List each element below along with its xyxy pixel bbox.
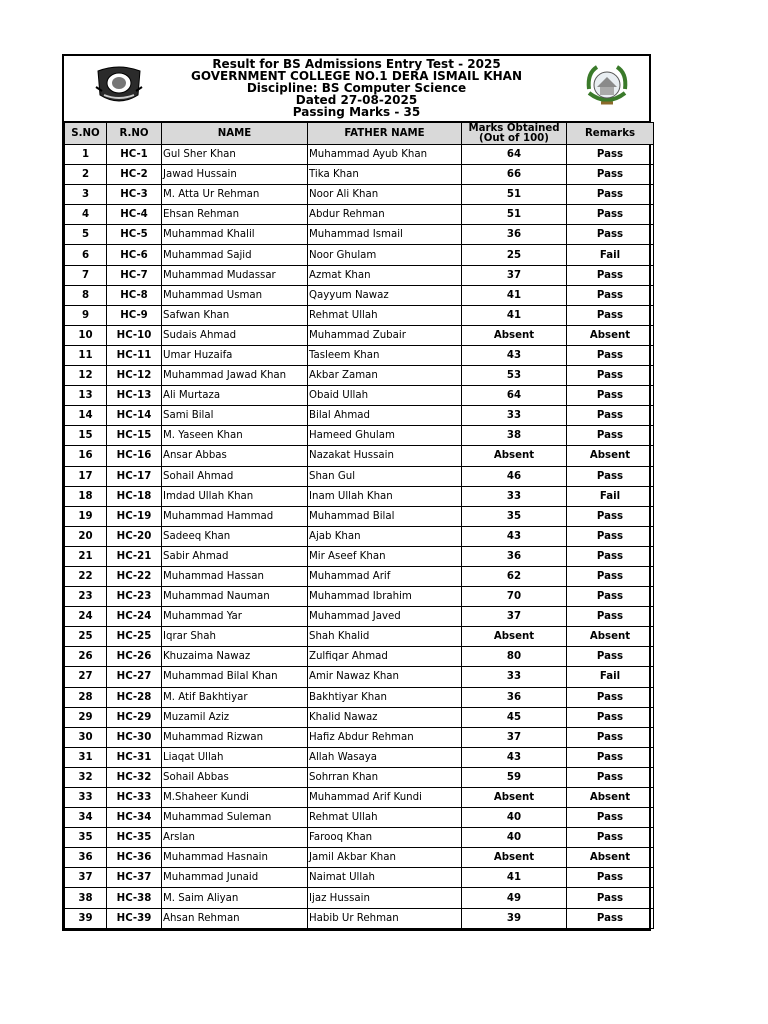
results-table bbox=[64, 122, 654, 929]
table-row bbox=[65, 325, 654, 345]
table-row bbox=[65, 386, 654, 406]
cell-rno: HC-17 bbox=[107, 466, 162, 486]
cell-name: Muhammad Mudassar bbox=[162, 265, 308, 285]
cell-father-name: Jamil Akbar Khan bbox=[308, 848, 462, 868]
cell-marks: 36 bbox=[462, 546, 567, 566]
college-crest-icon bbox=[94, 65, 144, 105]
cell-father-name: Obaid Ullah bbox=[308, 386, 462, 406]
cell-name: Jawad Hussain bbox=[162, 165, 308, 185]
table-row bbox=[65, 185, 654, 205]
cell-father-name: Ajab Khan bbox=[308, 526, 462, 546]
cell-father-name: Hameed Ghulam bbox=[308, 426, 462, 446]
cell-father-name: Bilal Ahmad bbox=[308, 406, 462, 426]
cell-father-name: Muhammad Javed bbox=[308, 607, 462, 627]
cell-remarks: Pass bbox=[567, 466, 654, 486]
cell-marks: 62 bbox=[462, 566, 567, 586]
cell-name: M. Atta Ur Rehman bbox=[162, 185, 308, 205]
discipline: Discipline: BS Computer Science bbox=[246, 81, 467, 95]
cell-name: Muhammad Sajid bbox=[162, 245, 308, 265]
cell-father-name: Abdur Rehman bbox=[308, 205, 462, 225]
cell-sno: 13 bbox=[65, 386, 107, 406]
cell-marks: 45 bbox=[462, 707, 567, 727]
cell-name: Sudais Ahmad bbox=[162, 325, 308, 345]
cell-name: Sabir Ahmad bbox=[162, 546, 308, 566]
cell-rno: HC-11 bbox=[107, 345, 162, 365]
cell-name: Safwan Khan bbox=[162, 305, 308, 325]
cell-remarks: Pass bbox=[567, 426, 654, 446]
cell-father-name: Allah Wasaya bbox=[308, 747, 462, 767]
table-row bbox=[65, 265, 654, 285]
cell-remarks: Pass bbox=[567, 727, 654, 747]
cell-father-name: Shan Gul bbox=[308, 466, 462, 486]
cell-rno: HC-12 bbox=[107, 366, 162, 386]
table-row bbox=[65, 205, 654, 225]
cell-name: Umar Huzaifa bbox=[162, 345, 308, 365]
table-row bbox=[65, 446, 654, 466]
cell-rno: HC-20 bbox=[107, 526, 162, 546]
cell-father-name: Bakhtiyar Khan bbox=[308, 687, 462, 707]
cell-sno: 18 bbox=[65, 486, 107, 506]
cell-sno: 19 bbox=[65, 506, 107, 526]
table-row bbox=[65, 908, 654, 928]
cell-marks: 25 bbox=[462, 245, 567, 265]
cell-sno: 39 bbox=[65, 908, 107, 928]
cell-remarks: Absent bbox=[567, 788, 654, 808]
cell-rno: HC-29 bbox=[107, 707, 162, 727]
cell-remarks: Pass bbox=[567, 808, 654, 828]
col-father-name: FATHER NAME bbox=[308, 123, 462, 145]
cell-marks: 35 bbox=[462, 506, 567, 526]
cell-rno: HC-38 bbox=[107, 888, 162, 908]
cell-rno: HC-15 bbox=[107, 426, 162, 446]
cell-sno: 17 bbox=[65, 466, 107, 486]
cell-remarks: Pass bbox=[567, 767, 654, 787]
cell-remarks: Pass bbox=[567, 546, 654, 566]
cell-sno: 35 bbox=[65, 828, 107, 848]
cell-father-name: Khalid Nawaz bbox=[308, 707, 462, 727]
result-date: Dated 27-08-2025 bbox=[295, 93, 418, 107]
cell-father-name: Tika Khan bbox=[308, 165, 462, 185]
cell-father-name: Muhammad Ibrahim bbox=[308, 587, 462, 607]
cell-remarks: Pass bbox=[567, 285, 654, 305]
result-title: Result for BS Admissions Entry Test - 2025 bbox=[212, 57, 501, 71]
table-row bbox=[65, 526, 654, 546]
cell-remarks: Pass bbox=[567, 366, 654, 386]
cell-marks: 43 bbox=[462, 747, 567, 767]
cell-father-name: Qayyum Nawaz bbox=[308, 285, 462, 305]
cell-remarks: Pass bbox=[567, 185, 654, 205]
cell-sno: 5 bbox=[65, 225, 107, 245]
table-row bbox=[65, 426, 654, 446]
cell-sno: 9 bbox=[65, 305, 107, 325]
cell-marks: 36 bbox=[462, 225, 567, 245]
cell-name: Muhammad Nauman bbox=[162, 587, 308, 607]
cell-marks: 37 bbox=[462, 607, 567, 627]
cell-remarks: Pass bbox=[567, 305, 654, 325]
cell-sno: 6 bbox=[65, 245, 107, 265]
cell-father-name: Habib Ur Rehman bbox=[308, 908, 462, 928]
table-row bbox=[65, 707, 654, 727]
cell-father-name: Inam Ullah Khan bbox=[308, 486, 462, 506]
col-marks-line2: (Out of 100) bbox=[479, 132, 549, 144]
cell-remarks: Pass bbox=[567, 406, 654, 426]
cell-sno: 12 bbox=[65, 366, 107, 386]
cell-father-name: Muhammad Arif Kundi bbox=[308, 788, 462, 808]
table-row bbox=[65, 667, 654, 687]
cell-remarks: Absent bbox=[567, 627, 654, 647]
table-row bbox=[65, 486, 654, 506]
col-remarks: Remarks bbox=[567, 123, 654, 145]
cell-father-name: Shah Khalid bbox=[308, 627, 462, 647]
cell-name: Iqrar Shah bbox=[162, 627, 308, 647]
table-row bbox=[65, 627, 654, 647]
cell-marks: 64 bbox=[462, 145, 567, 165]
cell-marks: 46 bbox=[462, 466, 567, 486]
cell-remarks: Pass bbox=[567, 647, 654, 667]
cell-sno: 36 bbox=[65, 848, 107, 868]
cell-father-name: Tasleem Khan bbox=[308, 345, 462, 365]
cell-marks: 49 bbox=[462, 888, 567, 908]
cell-name: Ali Murtaza bbox=[162, 386, 308, 406]
cell-name: Muhammad Rizwan bbox=[162, 727, 308, 747]
cell-rno: HC-36 bbox=[107, 848, 162, 868]
cell-marks: Absent bbox=[462, 627, 567, 647]
cell-sno: 30 bbox=[65, 727, 107, 747]
table-row bbox=[65, 245, 654, 265]
cell-sno: 38 bbox=[65, 888, 107, 908]
cell-marks: 37 bbox=[462, 727, 567, 747]
cell-marks: 33 bbox=[462, 486, 567, 506]
cell-sno: 10 bbox=[65, 325, 107, 345]
cell-marks: Absent bbox=[462, 788, 567, 808]
cell-sno: 20 bbox=[65, 526, 107, 546]
cell-remarks: Absent bbox=[567, 848, 654, 868]
cell-name: Gul Sher Khan bbox=[162, 145, 308, 165]
cell-remarks: Pass bbox=[567, 888, 654, 908]
table-row bbox=[65, 767, 654, 787]
result-sheet bbox=[62, 54, 651, 931]
cell-name: Imdad Ullah Khan bbox=[162, 486, 308, 506]
cell-rno: HC-32 bbox=[107, 767, 162, 787]
table-row bbox=[65, 366, 654, 386]
cell-remarks: Pass bbox=[567, 687, 654, 707]
cell-rno: HC-28 bbox=[107, 687, 162, 707]
passing-marks: Passing Marks - 35 bbox=[292, 105, 421, 119]
cell-father-name: Muhammad Arif bbox=[308, 566, 462, 586]
cell-name: Ahsan Rehman bbox=[162, 908, 308, 928]
cell-remarks: Absent bbox=[567, 325, 654, 345]
cell-marks: 70 bbox=[462, 587, 567, 607]
cell-marks: 41 bbox=[462, 285, 567, 305]
col-name: NAME bbox=[162, 123, 308, 145]
cell-marks: 40 bbox=[462, 828, 567, 848]
cell-rno: HC-1 bbox=[107, 145, 162, 165]
cell-marks: 38 bbox=[462, 426, 567, 446]
cell-name: M. Yaseen Khan bbox=[162, 426, 308, 446]
cell-sno: 8 bbox=[65, 285, 107, 305]
cell-marks: 33 bbox=[462, 406, 567, 426]
cell-rno: HC-4 bbox=[107, 205, 162, 225]
cell-father-name: Amir Nawaz Khan bbox=[308, 667, 462, 687]
cell-name: Muhammad Hasnain bbox=[162, 848, 308, 868]
cell-rno: HC-18 bbox=[107, 486, 162, 506]
cell-marks: 36 bbox=[462, 687, 567, 707]
cell-father-name: Rehmat Ullah bbox=[308, 305, 462, 325]
table-row bbox=[65, 225, 654, 245]
cell-name: Muhammad Junaid bbox=[162, 868, 308, 888]
cell-name: M. Atif Bakhtiyar bbox=[162, 687, 308, 707]
cell-father-name: Muhammad Zubair bbox=[308, 325, 462, 345]
cell-name: Liaqat Ullah bbox=[162, 747, 308, 767]
cell-rno: HC-19 bbox=[107, 506, 162, 526]
cell-sno: 22 bbox=[65, 566, 107, 586]
cell-name: Muhammad Hassan bbox=[162, 566, 308, 586]
table-row bbox=[65, 566, 654, 586]
cell-sno: 31 bbox=[65, 747, 107, 767]
table-row bbox=[65, 808, 654, 828]
cell-sno: 29 bbox=[65, 707, 107, 727]
cell-rno: HC-34 bbox=[107, 808, 162, 828]
table-row bbox=[65, 506, 654, 526]
cell-father-name: Muhammad Bilal bbox=[308, 506, 462, 526]
cell-sno: 15 bbox=[65, 426, 107, 446]
cell-marks: 37 bbox=[462, 265, 567, 285]
col-sno: S.NO bbox=[65, 123, 107, 145]
table-row bbox=[65, 888, 654, 908]
cell-remarks: Pass bbox=[567, 828, 654, 848]
cell-rno: HC-8 bbox=[107, 285, 162, 305]
cell-remarks: Pass bbox=[567, 707, 654, 727]
cell-remarks: Absent bbox=[567, 446, 654, 466]
cell-sno: 32 bbox=[65, 767, 107, 787]
cell-father-name: Farooq Khan bbox=[308, 828, 462, 848]
cell-sno: 4 bbox=[65, 205, 107, 225]
cell-marks: 66 bbox=[462, 165, 567, 185]
cell-marks: 80 bbox=[462, 647, 567, 667]
table-row bbox=[65, 828, 654, 848]
cell-name: M.Shaheer Kundi bbox=[162, 788, 308, 808]
cell-remarks: Pass bbox=[567, 506, 654, 526]
cell-name: Arslan bbox=[162, 828, 308, 848]
cell-rno: HC-24 bbox=[107, 607, 162, 627]
cell-sno: 11 bbox=[65, 345, 107, 365]
cell-name: Muhammad Usman bbox=[162, 285, 308, 305]
cell-rno: HC-37 bbox=[107, 868, 162, 888]
cell-remarks: Pass bbox=[567, 145, 654, 165]
cell-remarks: Pass bbox=[567, 165, 654, 185]
cell-sno: 28 bbox=[65, 687, 107, 707]
cell-sno: 14 bbox=[65, 406, 107, 426]
header-lines bbox=[144, 58, 569, 118]
cell-marks: 41 bbox=[462, 868, 567, 888]
cell-name: Sohail Ahmad bbox=[162, 466, 308, 486]
table-row bbox=[65, 727, 654, 747]
cell-rno: HC-13 bbox=[107, 386, 162, 406]
cell-marks: 53 bbox=[462, 366, 567, 386]
cell-father-name: Muhammad Ayub Khan bbox=[308, 145, 462, 165]
college-name: GOVERNMENT COLLEGE NO.1 DERA ISMAIL KHAN bbox=[191, 69, 522, 83]
cell-marks: 33 bbox=[462, 667, 567, 687]
table-row bbox=[65, 145, 654, 165]
cell-marks: 51 bbox=[462, 185, 567, 205]
cell-sno: 2 bbox=[65, 165, 107, 185]
cell-sno: 34 bbox=[65, 808, 107, 828]
table-row bbox=[65, 647, 654, 667]
cell-father-name: Sohrran Khan bbox=[308, 767, 462, 787]
result-header bbox=[64, 56, 649, 122]
table-row bbox=[65, 285, 654, 305]
cell-marks: 64 bbox=[462, 386, 567, 406]
cell-rno: HC-10 bbox=[107, 325, 162, 345]
cell-father-name: Muhammad Ismail bbox=[308, 225, 462, 245]
cell-marks: 43 bbox=[462, 345, 567, 365]
cell-father-name: Noor Ali Khan bbox=[308, 185, 462, 205]
cell-rno: HC-31 bbox=[107, 747, 162, 767]
col-marks-line1: Marks Obtained bbox=[468, 122, 560, 134]
cell-sno: 21 bbox=[65, 546, 107, 566]
cell-sno: 33 bbox=[65, 788, 107, 808]
cell-name: M. Saim Aliyan bbox=[162, 888, 308, 908]
cell-sno: 26 bbox=[65, 647, 107, 667]
cell-name: Muhammad Hammad bbox=[162, 506, 308, 526]
cell-remarks: Pass bbox=[567, 386, 654, 406]
cell-father-name: Akbar Zaman bbox=[308, 366, 462, 386]
cell-marks: Absent bbox=[462, 325, 567, 345]
cell-name: Muhammad Yar bbox=[162, 607, 308, 627]
kp-government-emblem-icon bbox=[583, 63, 631, 109]
cell-rno: HC-16 bbox=[107, 446, 162, 466]
cell-name: Muhammad Jawad Khan bbox=[162, 366, 308, 386]
cell-marks: 39 bbox=[462, 908, 567, 928]
cell-remarks: Pass bbox=[567, 607, 654, 627]
cell-name: Sami Bilal bbox=[162, 406, 308, 426]
cell-remarks: Pass bbox=[567, 345, 654, 365]
cell-sno: 1 bbox=[65, 145, 107, 165]
cell-rno: HC-39 bbox=[107, 908, 162, 928]
cell-name: Ansar Abbas bbox=[162, 446, 308, 466]
cell-sno: 7 bbox=[65, 265, 107, 285]
col-marks bbox=[462, 123, 567, 145]
table-row bbox=[65, 687, 654, 707]
cell-rno: HC-27 bbox=[107, 667, 162, 687]
cell-rno: HC-21 bbox=[107, 546, 162, 566]
cell-rno: HC-35 bbox=[107, 828, 162, 848]
table-header-row bbox=[65, 123, 654, 145]
cell-remarks: Fail bbox=[567, 486, 654, 506]
table-row bbox=[65, 587, 654, 607]
cell-father-name: Naimat Ullah bbox=[308, 868, 462, 888]
cell-remarks: Pass bbox=[567, 526, 654, 546]
cell-marks: 41 bbox=[462, 305, 567, 325]
cell-father-name: Noor Ghulam bbox=[308, 245, 462, 265]
cell-rno: HC-23 bbox=[107, 587, 162, 607]
cell-name: Sohail Abbas bbox=[162, 767, 308, 787]
cell-remarks: Pass bbox=[567, 205, 654, 225]
table-row bbox=[65, 868, 654, 888]
cell-rno: HC-2 bbox=[107, 165, 162, 185]
results-body bbox=[65, 145, 654, 929]
cell-remarks: Pass bbox=[567, 225, 654, 245]
cell-name: Muhammad Bilal Khan bbox=[162, 667, 308, 687]
cell-father-name: Nazakat Hussain bbox=[308, 446, 462, 466]
cell-father-name: Hafiz Abdur Rehman bbox=[308, 727, 462, 747]
cell-marks: 51 bbox=[462, 205, 567, 225]
table-row bbox=[65, 607, 654, 627]
cell-rno: HC-26 bbox=[107, 647, 162, 667]
table-row bbox=[65, 747, 654, 767]
cell-sno: 16 bbox=[65, 446, 107, 466]
cell-father-name: Azmat Khan bbox=[308, 265, 462, 285]
cell-rno: HC-22 bbox=[107, 566, 162, 586]
cell-name: Muhammad Suleman bbox=[162, 808, 308, 828]
cell-marks: 43 bbox=[462, 526, 567, 546]
cell-name: Muhammad Khalil bbox=[162, 225, 308, 245]
table-row bbox=[65, 546, 654, 566]
cell-remarks: Pass bbox=[567, 868, 654, 888]
cell-remarks: Pass bbox=[567, 908, 654, 928]
table-row bbox=[65, 345, 654, 365]
cell-remarks: Pass bbox=[567, 265, 654, 285]
cell-name: Muzamil Aziz bbox=[162, 707, 308, 727]
cell-rno: HC-5 bbox=[107, 225, 162, 245]
cell-rno: HC-25 bbox=[107, 627, 162, 647]
table-row bbox=[65, 466, 654, 486]
col-rno: R.NO bbox=[107, 123, 162, 145]
cell-marks: 40 bbox=[462, 808, 567, 828]
table-row bbox=[65, 848, 654, 868]
cell-name: Sadeeq Khan bbox=[162, 526, 308, 546]
cell-rno: HC-7 bbox=[107, 265, 162, 285]
cell-rno: HC-30 bbox=[107, 727, 162, 747]
table-row bbox=[65, 788, 654, 808]
cell-rno: HC-6 bbox=[107, 245, 162, 265]
cell-father-name: Mir Aseef Khan bbox=[308, 546, 462, 566]
cell-sno: 27 bbox=[65, 667, 107, 687]
cell-remarks: Fail bbox=[567, 245, 654, 265]
table-row bbox=[65, 165, 654, 185]
cell-sno: 37 bbox=[65, 868, 107, 888]
cell-name: Ehsan Rehman bbox=[162, 205, 308, 225]
table-row bbox=[65, 406, 654, 426]
cell-father-name: Rehmat Ullah bbox=[308, 808, 462, 828]
cell-sno: 24 bbox=[65, 607, 107, 627]
cell-sno: 3 bbox=[65, 185, 107, 205]
cell-father-name: Zulfiqar Ahmad bbox=[308, 647, 462, 667]
cell-rno: HC-3 bbox=[107, 185, 162, 205]
cell-marks: Absent bbox=[462, 848, 567, 868]
cell-remarks: Fail bbox=[567, 667, 654, 687]
cell-name: Khuzaima Nawaz bbox=[162, 647, 308, 667]
cell-remarks: Pass bbox=[567, 566, 654, 586]
cell-remarks: Pass bbox=[567, 587, 654, 607]
cell-marks: Absent bbox=[462, 446, 567, 466]
cell-marks: 59 bbox=[462, 767, 567, 787]
cell-father-name: Ijaz Hussain bbox=[308, 888, 462, 908]
cell-rno: HC-33 bbox=[107, 788, 162, 808]
cell-rno: HC-14 bbox=[107, 406, 162, 426]
cell-sno: 25 bbox=[65, 627, 107, 647]
cell-rno: HC-9 bbox=[107, 305, 162, 325]
table-row bbox=[65, 305, 654, 325]
cell-sno: 23 bbox=[65, 587, 107, 607]
cell-remarks: Pass bbox=[567, 747, 654, 767]
